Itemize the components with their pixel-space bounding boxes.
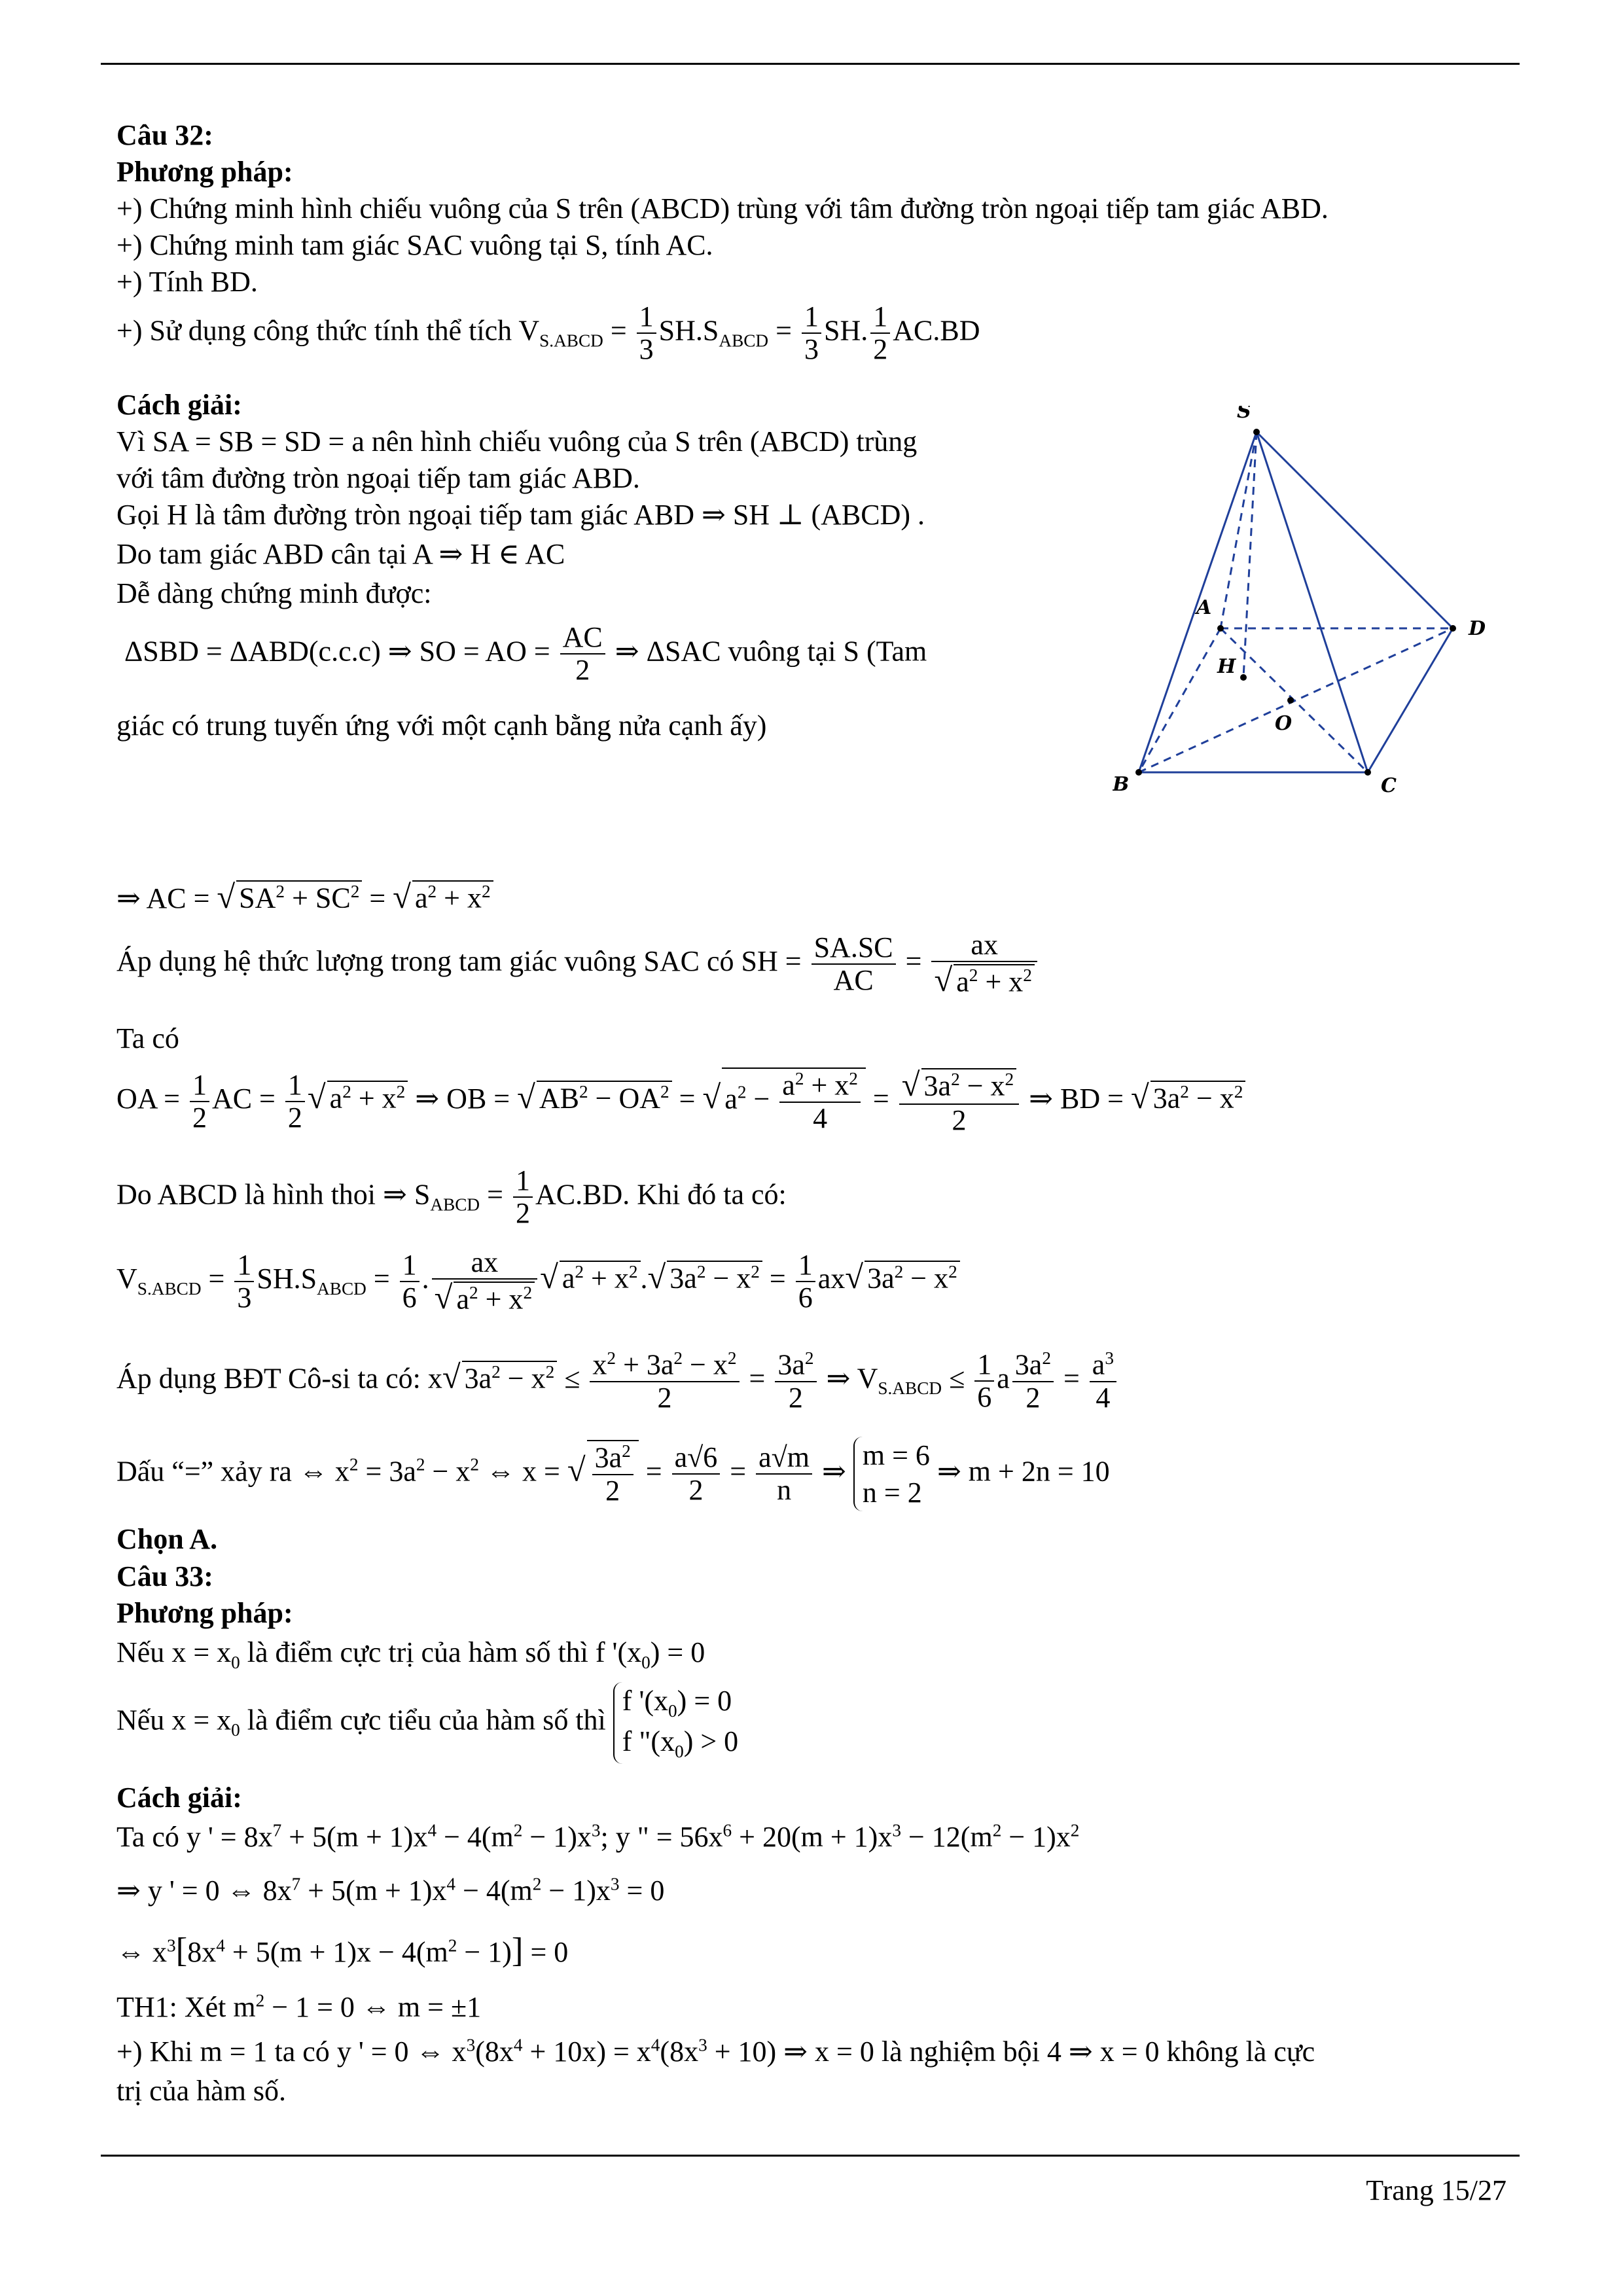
q32-solution-1a: Vì SA = SB = SD = a nên hình chiếu vuông của S trên (ABCD) trùng bbox=[116, 425, 918, 457]
q32-solution-6: giác có trung tuyến ứng với một cạnh bằng nửa cạnh ấy) bbox=[116, 709, 767, 742]
q32-solution-14: Dấu “=” xảy ra ⇔ $x^2 = 3a^2 - x^2$ ⇔ x = √ $\frac{3a^2}{2}$ = $\frac{a√6}{2}$ = $\frac{a√m}{n}$ ⇒ m = 6 n = 2 ⇒ m + 2n = 10 bbox=[116, 1437, 1110, 1511]
when-text: +) Khi bbox=[116, 2036, 193, 2068]
q32-solution-1b: với tâm đường tròn ngoại tiếp tam giác ABD. bbox=[116, 462, 640, 494]
q32-method-4: +) Sử dụng công thức tính thể tích $V_{S.ABCD}$ = $\frac{1}{3}$ $SH.S_{ABCD}$ = $\frac{1}{3}$ SH. $\frac{1}{2}$ AC.BD bbox=[116, 300, 980, 366]
extremum-text: là điểm cực trị của hàm số thì bbox=[247, 1636, 588, 1668]
q33-solution-2: ⇒ y ' = 0 ⇔ $8x^7 + 5(m + 1)x^4 - 4(m^2 - 1)x^3 = 0$ bbox=[116, 1874, 665, 1907]
footer-rule bbox=[101, 2155, 1520, 2157]
q32-method-1: +) Chứng minh hình chiếu vuông của S trên (ABCD) trùng với tâm đường tròn ngoại tiếp tam giác ABD. bbox=[116, 192, 1329, 224]
q32-method-3: +) Tính BD. bbox=[116, 266, 258, 298]
q32-solution-3: Do tam giác ABD cân tại A ⇒ H ∈ AC bbox=[116, 538, 565, 570]
q33-case-m1-end: trị của hàm số. bbox=[116, 2075, 287, 2107]
label-o: O bbox=[1275, 712, 1293, 735]
label-d: D bbox=[1469, 617, 1486, 640]
q32-formula-volume: $V_{S.ABCD}$ = $\frac{1}{3}$ $SH.S_{ABCD}$ = $\frac{1}{6}$ . $\frac{ax}{√ a^2 + x^2}$ √ $a^2 + x^2.√$ $3a^2 - x^2$ = $\frac{1}{6}$ ax√ $3a^2 - x^2$ bbox=[116, 1247, 960, 1316]
q32-method-2: +) Chứng minh tam giác SAC vuông tại S, tính AC. bbox=[116, 229, 713, 261]
q33-case-m1: +) Khi m = 1 ta có y ' = 0 ⇔ $x^3(8x^4 + 10x) = x^4(8x^3 + 10)$ ⇒ x = 0 là nghiệm bội 4 ⇒ x = 0 không là cực bbox=[116, 2035, 1315, 2068]
q33-solution-1: Ta có y ' = $8x^7 + 5(m + 1)x^4 - 4(m^2 - 1)x^3$; y " = $56x^6 + 20(m + 1)x^3 - 12(m^2 - 1)x^2$ bbox=[116, 1820, 1080, 1853]
triangle-congruence-text: ΔSBD = ΔABD(c.c.c) ⇒ SO = AO = bbox=[124, 635, 550, 668]
q32-formula-ac: ⇒ AC = √ $SA^2 + SC^2$ = √ $a^2 + x^2$ bbox=[116, 877, 493, 918]
volume-formula-text: +) Sử dụng công thức tính thể tích bbox=[116, 314, 512, 347]
cauchy-text: Áp dụng BĐT Cô-si ta có: bbox=[116, 1362, 421, 1395]
header-rule bbox=[101, 63, 1520, 65]
minimum-text: là điểm cực tiểu của hàm số thì bbox=[247, 1704, 606, 1736]
q32-solution-9: Ta có bbox=[116, 1022, 179, 1054]
then-text: . Khi đó ta có: bbox=[622, 1178, 787, 1211]
label-c: C bbox=[1381, 774, 1397, 797]
q33-method-2: Nếu $x = x_0$ là điểm cực tiểu của hàm số thì f '$(x_0) = 0$ f "$(x_0) > 0$ bbox=[116, 1682, 738, 1764]
equality-text: Dấu “=” xảy ra bbox=[116, 1455, 292, 1488]
q33-method-1: Nếu $x = x_0$ là điểm cực trị của hàm số thì f '$(x_0) = 0$ bbox=[116, 1636, 705, 1672]
q33-th1: TH1: Xét $m^2 - 1 = 0$ ⇔ m = ±1 bbox=[116, 1990, 482, 2023]
we-have-text: Ta có bbox=[116, 1821, 179, 1853]
label-h: H bbox=[1217, 655, 1236, 678]
q32-solution-13: Áp dụng BĐT Cô-si ta có: x√ $3a^2 - x^2$ ≤ $\frac{x^2 + 3a^2 - x^2}{2}$ = $\frac{3a^2}{2}$ ⇒ $V_{S.ABCD}$ ≤ $\frac{1}{6}$ a $\frac{3a^2}{2}$ = $\frac{a^3}{4}$ bbox=[116, 1348, 1119, 1414]
q32-solution-5: ΔSBD = ΔABD(c.c.c) ⇒ SO = AO = $\frac{AC}{2}$ ⇒ ΔSAC vuông tại S (Tam bbox=[124, 621, 927, 687]
not-extremum-text: không là cực bbox=[1166, 2036, 1315, 2068]
case-1-text: TH1: Xét bbox=[116, 1991, 226, 2023]
q32-method-title: Phương pháp: bbox=[116, 156, 293, 188]
right-triangle-text: ⇒ ΔSAC vuông tại S (Tam bbox=[615, 635, 927, 668]
q32-solution-2: Gọi H là tâm đường tròn ngoại tiếp tam giác ABD ⇒ SH ⊥ (ABCD) . bbox=[116, 499, 925, 531]
q33-title: Câu 33: bbox=[116, 1560, 213, 1592]
multiplicity-text: là nghiệm bội bbox=[881, 2036, 1040, 2068]
q32-formula-bd: OA = $\frac{1}{2}$ AC = $\frac{1}{2}$ √ $a^2 + x^2$ ⇒ OB = √ $AB^2 - OA^2$ = √ $a^2$ − $\frac{a^2 + x^2}{4}$ = $\frac{√ 3a^2 - x^2}{2}$ ⇒ BD = √ $3a^2 - x^2$ bbox=[116, 1067, 1245, 1136]
label-b: B bbox=[1113, 773, 1130, 796]
q32-title: Câu 32: bbox=[116, 119, 213, 151]
q32-solution-11: Do ABCD là hình thoi ⇒ $S_{ABCD}$ = $\frac{1}{2}$ AC.BD. Khi đó ta có: bbox=[116, 1164, 787, 1230]
q32-solution-4: Dễ dàng chứng minh được: bbox=[116, 577, 432, 609]
if-text: Nếu bbox=[116, 1636, 165, 1668]
q32-solution-8: Áp dụng hệ thức lượng trong tam giác vuông SAC có SH = $\frac{SA.SC}{AC}$ = $\frac{ax}{√ a^2 + x^2}$ bbox=[116, 929, 1040, 999]
q32-solution-title: Cách giải: bbox=[116, 389, 242, 421]
if-text-2: Nếu bbox=[116, 1704, 165, 1736]
q33-method-title: Phương pháp: bbox=[116, 1597, 293, 1629]
pyramid-diagram bbox=[1113, 406, 1505, 798]
q32-answer: Chọn A. bbox=[116, 1523, 218, 1555]
have-text: ta có bbox=[274, 2036, 330, 2068]
rhombus-text: Do ABCD là hình thoi bbox=[116, 1178, 376, 1211]
page-number: Trang 15/27 bbox=[1366, 2174, 1507, 2206]
label-s: S bbox=[1237, 406, 1251, 423]
q33-solution-title: Cách giải: bbox=[116, 1782, 242, 1814]
pyramid-figure bbox=[1113, 406, 1505, 807]
q33-solution-3: ⇔ $x^3[8x^4 + 5(m + 1)x - 4(m^2 - 1)] = 0$ bbox=[116, 1931, 569, 1969]
label-a: A bbox=[1196, 596, 1212, 619]
altitude-text: Áp dụng hệ thức lượng trong tam giác vuông SAC có bbox=[116, 945, 734, 978]
